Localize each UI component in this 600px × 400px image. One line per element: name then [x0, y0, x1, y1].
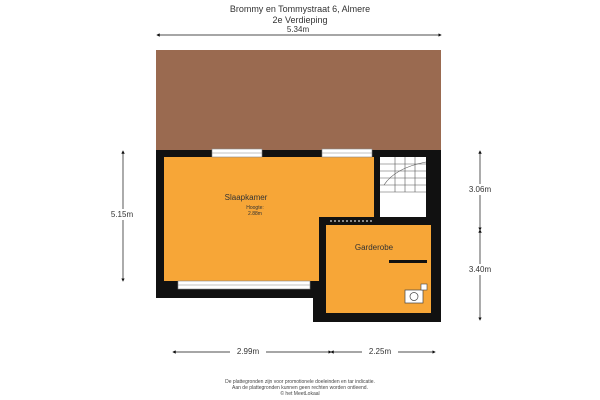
- dimension-right-lower: [462, 231, 498, 319]
- dimension-left-label: 5.15m: [110, 210, 134, 219]
- disclaimer-line-1: De plattegronden zijn voor promotionele doeleinden en tar indicatie.: [225, 379, 375, 385]
- bedroom-height-label: Hoogte:: [246, 205, 264, 211]
- dimension-bottom-left-label: 2.99m: [236, 347, 260, 356]
- dimension-right-upper: [462, 152, 498, 229]
- roof-area: [156, 50, 441, 150]
- dimension-bottom-right: [332, 346, 434, 357]
- window-bottom: [178, 281, 310, 289]
- dimension-right-upper-label: 3.06m: [468, 185, 492, 194]
- dimension-top-label: 5.34m: [286, 25, 310, 34]
- plan-floor-subtitle: 2e Verdieping: [272, 15, 328, 25]
- dimension-top: [158, 25, 440, 35]
- bedroom-height-value: 2.88m: [248, 211, 262, 217]
- bedroom-name: Slaapkamer: [224, 193, 268, 202]
- wardrobe-name: Garderobe: [354, 243, 394, 252]
- inner-wall-vertical: [319, 217, 326, 313]
- stair-right-wall: [426, 157, 431, 217]
- window-top-left: [212, 149, 262, 157]
- wardrobe-shelf: [389, 260, 427, 263]
- copyright-line: © het MeetLokaal: [280, 391, 320, 397]
- dimension-right-lower-label: 3.40m: [468, 265, 492, 274]
- dimension-bottom-right-label: 2.25m: [368, 347, 392, 356]
- stair-area: [374, 157, 431, 217]
- dimension-bottom-left: [174, 346, 330, 357]
- window-top-right: [322, 149, 372, 157]
- inner-wall-gap: [164, 217, 319, 281]
- stair-wall: [374, 157, 380, 217]
- disclaimer-line-2: Aan de plattegronden kunnen geen rechten worden ontleend.: [232, 385, 368, 391]
- plan-address-title: Brommy en Tommystraat 6, Almere: [229, 4, 371, 14]
- dimension-left: [104, 152, 140, 280]
